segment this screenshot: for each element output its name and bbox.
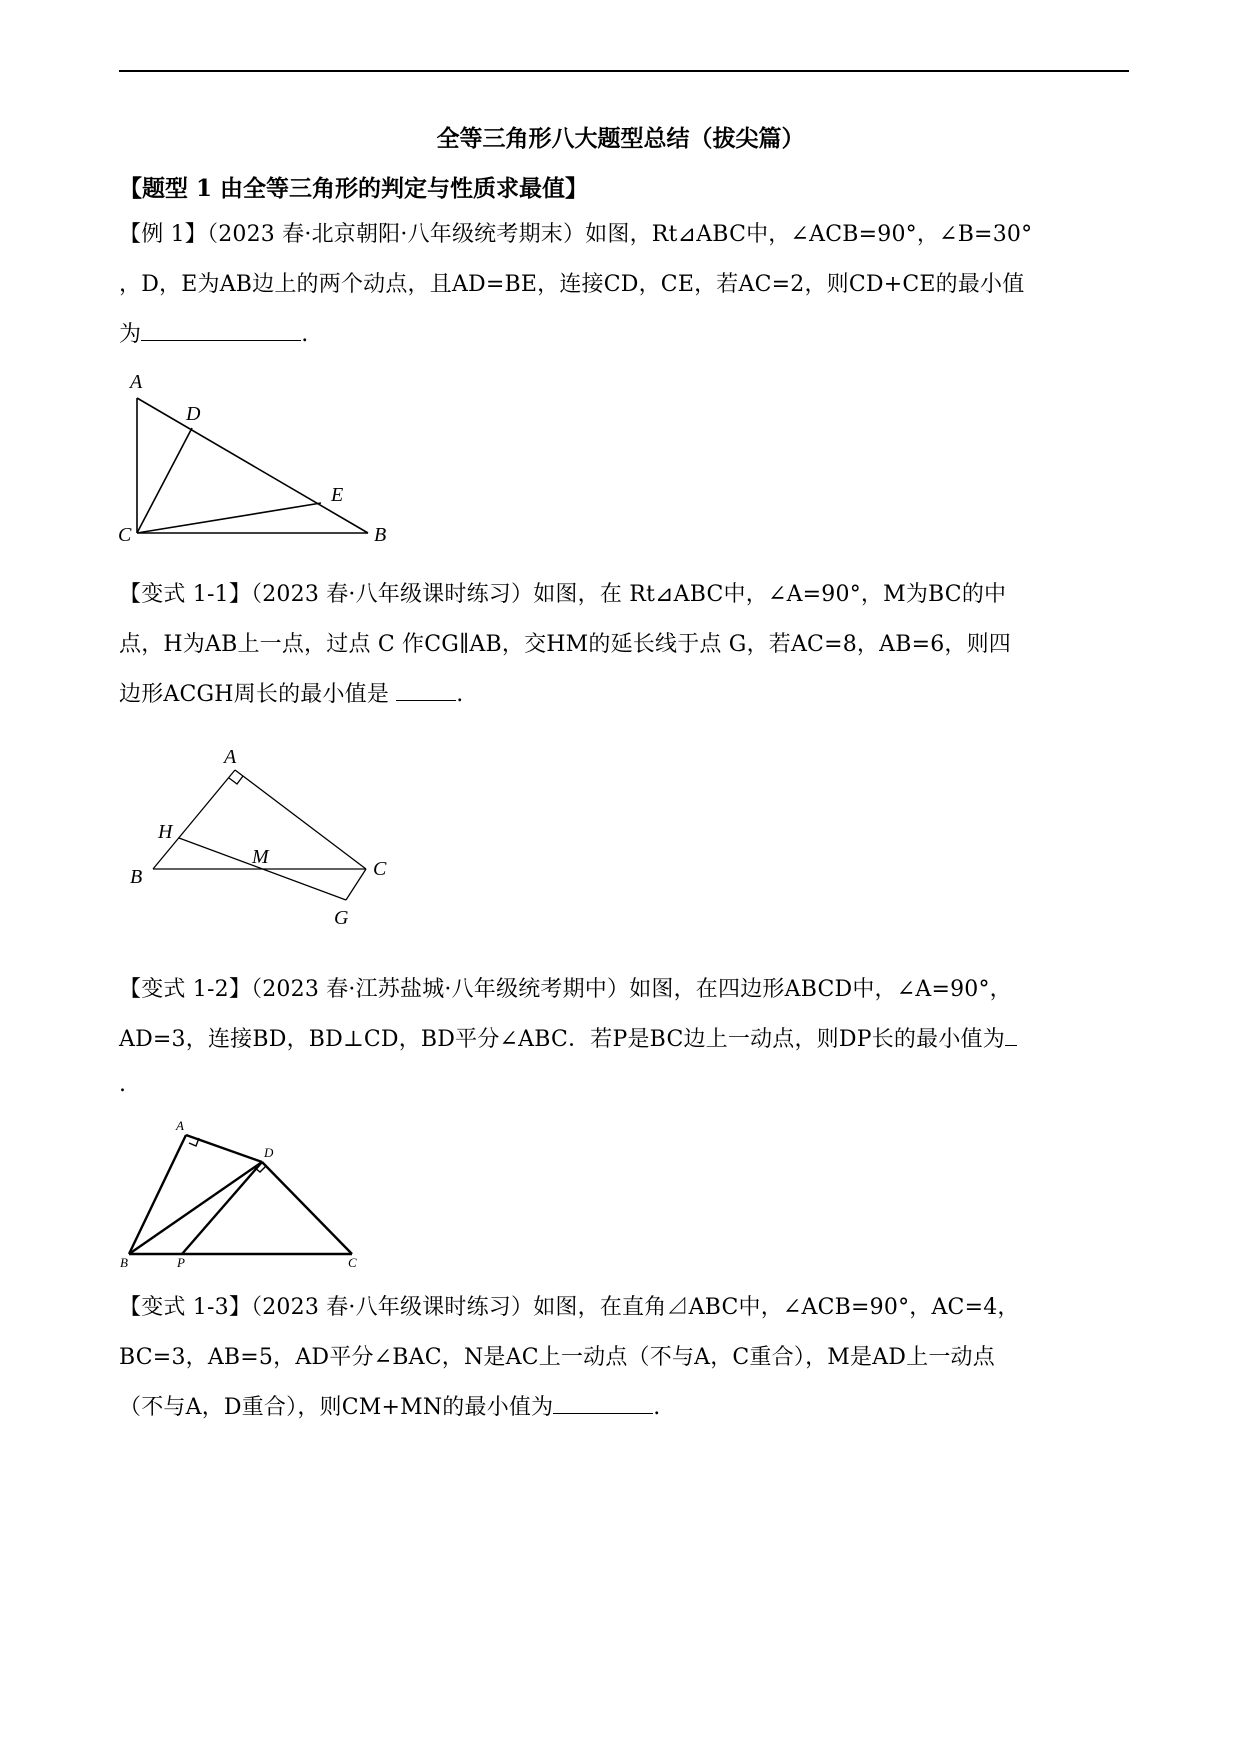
variant1-2-text-1: 如图，在四边形ABCD中，∠A=90°， bbox=[629, 977, 1012, 1002]
header-rule bbox=[119, 70, 1129, 72]
variant1-3-line1 bbox=[119, 1290, 1020, 1321]
label-B: B bbox=[130, 866, 143, 888]
answer-blank[interactable] bbox=[396, 680, 456, 701]
example1-figure bbox=[100, 365, 410, 550]
variant1-1-text-3: 边形ACGH周长的最小值是 bbox=[119, 682, 397, 707]
label-H: H bbox=[158, 821, 173, 843]
label-A: A bbox=[224, 746, 237, 768]
example1-source: （2023 春·北京朝阳·八年级统考期末） bbox=[207, 222, 586, 247]
label-A: A bbox=[130, 371, 143, 393]
variant1-1-label: 【变式 1-1】 bbox=[119, 582, 252, 607]
variant1-2-source: （2023 春·江苏盐城·八年级统考期中） bbox=[251, 977, 630, 1002]
variant1-2-text-2: AD=3，连接BD，BD⊥CD，BD平分∠ABC．若P是BC边上一动点，则DP长的最小值为 bbox=[119, 1027, 1005, 1052]
section-heading: 【题型 1 由全等三角形的判定与性质求最值】 bbox=[119, 175, 589, 202]
variant1-3-text-1: 如图，在直角⊿ABC中，∠ACB=90°，AC=4， bbox=[533, 1295, 1020, 1320]
label-E: E bbox=[331, 484, 344, 506]
example1-text-3: 为 bbox=[119, 322, 142, 347]
variant1-1-line2: 点，H为AB上一点，过点 C 作CG∥AB，交HM的延长线于点 G，若AC=8，AB=6，则四 bbox=[119, 632, 1012, 657]
label-G: G bbox=[334, 907, 349, 929]
variant1-1-text-1: 如图，在 Rt⊿ABC中，∠A=90°，M为BC的中 bbox=[533, 582, 1007, 607]
example1-text-1: 如图，Rt⊿ABC中，∠ACB=90°，∠B=30° bbox=[585, 222, 1033, 247]
example1-line3: 为 . bbox=[119, 322, 309, 347]
variant1-3-line2: BC=3，AB=5，AD平分∠BAC，N是AC上一动点（不与A，C重合），M是AD上一动点 bbox=[119, 1345, 995, 1370]
variant1-1-source: （2023 春·八年级课时练习） bbox=[251, 582, 534, 607]
variant1-3-label: 【变式 1-3】 bbox=[119, 1295, 252, 1320]
label-D: D bbox=[186, 403, 201, 425]
page-title: 全等三角形八大题型总结（拔尖篇） bbox=[436, 125, 805, 152]
variant1-2-line3: . bbox=[119, 1072, 127, 1097]
label-B: B bbox=[120, 1255, 128, 1270]
answer-blank[interactable] bbox=[553, 1393, 653, 1414]
variant1-2-line1 bbox=[119, 972, 1012, 1003]
variant1-2-line2 bbox=[119, 1022, 1017, 1053]
variant1-2-figure bbox=[110, 1110, 370, 1270]
example1-line2: ，D，E为AB边上的两个动点，且AD=BE，连接CD，CE，若AC=2，则CD+CE的最小值 bbox=[119, 272, 1025, 297]
variant1-2-label: 【变式 1-2】 bbox=[119, 977, 252, 1002]
example1-label: 【例 1】 bbox=[119, 222, 207, 247]
label-B: B bbox=[374, 524, 387, 546]
label-C: C bbox=[373, 858, 387, 880]
label-C: C bbox=[118, 524, 132, 546]
label-D: D bbox=[264, 1145, 274, 1160]
variant1-1-line3: 边形ACGH周长的最小值是 . bbox=[119, 682, 464, 707]
label-M: M bbox=[252, 846, 269, 868]
label-P: P bbox=[177, 1255, 185, 1270]
answer-blank[interactable] bbox=[1005, 1025, 1017, 1046]
variant1-1-line1 bbox=[119, 577, 1006, 608]
label-A: A bbox=[176, 1118, 184, 1133]
answer-blank[interactable] bbox=[141, 320, 301, 341]
example1-line1 bbox=[119, 217, 1032, 248]
variant1-3-text-3: （不与A，D重合），则CM+MN的最小值为 bbox=[119, 1395, 554, 1420]
variant1-3-line3: （不与A，D重合），则CM+MN的最小值为 . bbox=[119, 1395, 661, 1420]
label-C: C bbox=[348, 1255, 357, 1270]
variant1-3-source: （2023 春·八年级课时练习） bbox=[251, 1295, 534, 1320]
variant1-1-figure bbox=[115, 735, 405, 930]
